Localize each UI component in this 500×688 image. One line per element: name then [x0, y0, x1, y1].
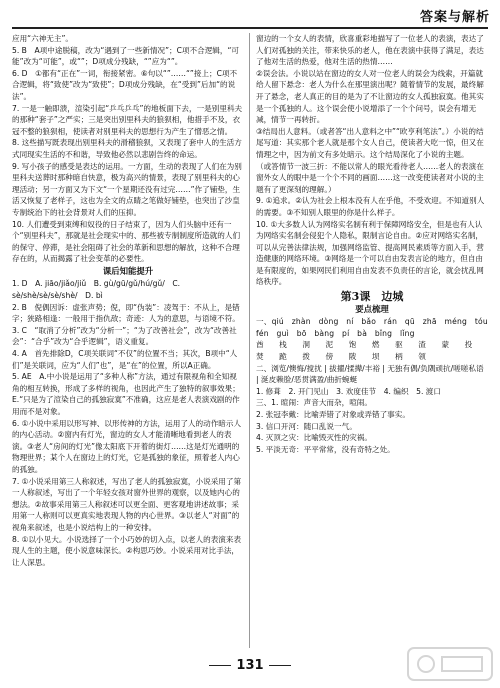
paragraph: 10. 人们遭受到束缚和奴役的日子结束了，因为人们头脑中还有一个“别里科夫”，那就是社会现实中的、那些被专制制度所造就的人们的保守、停滞，是社会阻碍了社会的革新和思想的解放，这种不合理存在的，从而揭露了社会变革的必要性。: [12, 219, 241, 264]
paragraph: 应用“六神无主”。: [12, 34, 74, 43]
paragraph: 5. AE A.中小说是运用了“多种人称”方法，通过有限视角和全知视角的相互转换，形成了多样的视角，也因此产生了独特的叙事效果；E.“只是为了渲染自己的孤独寂寞”不准确，这应是老人表演戏剧的作用而不是对象。: [12, 372, 240, 416]
paragraph: （或答情节一波三折：不能以常人的眼光看待老人……老人的表演在窗外女人的眼中是一个个不同的画面……这一改变使读者对小说的主题有了更深刻的理解。）: [256, 161, 484, 194]
paragraph: ③结局出人意料。（或者答“出人意料之中”“欧亨利笔法”。）小说的结尾写道：其实那个老人就是那个女人自己，使读者大吃一惊，但又在情理之中，因为前文有多处暗示。这个结局深化了小说的主题。: [256, 126, 484, 159]
watermark-logo: [406, 644, 494, 684]
paragraph: 7. ①小说采用第三人称叙述，写出了老人的孤独寂寞，小说采用了第一人称叙述，写出了一个年轻女孩对窗外世界的观察，以及她内心的想法。②故事采用第三人称叙述可以更全面、更客观地讲述故事；采用第一人称则可以更真实地表现人物的内心世界。③以老人“对面”的视角来叙述，也是小说结构上的一种安排。: [12, 476, 242, 532]
paragraph: 2. B 倪偶因诉：虚张声势；倪，即“伪装”：凌驾于：不从上，是错字；狭路相逢：一般用于指仇敌；奇迹：人为的意思，与语境不符。: [12, 302, 240, 324]
header-title: 答案与解析: [419, 10, 490, 25]
paragraph: 10. ①大多数人认为网络实名制有利于保障网络安全，但是也有人认为网络实名制会侵犯个人隐私，限制言论自由。②应对网络实名制，可以从完善法律法规，加强网络监管、提高网民素质等方面入手，营造健康的网络环境。③网络是一个可以自由发表言论的地方，但自由是有限度的，如果网民们利用自由发表不负责任的言论，就会扰乱网络秩序。: [256, 219, 484, 287]
right-column: [256, 33, 496, 651]
paragraph: 三、1. 暄闹：声音大而杂，喧闹。: [256, 398, 372, 408]
paragraph: 5. B A项中途脱稿，改为“遇到了一些新情况”；C项不合逻辑，“可能”改为“可能”，或“”；D项成分残缺，“”应为“”。: [12, 45, 240, 67]
paragraph: 2. 张冠李戴：比喻弄错了对象或弄错了事实。: [256, 410, 410, 419]
footer-dash: [209, 665, 231, 666]
footer-dash: [269, 665, 291, 666]
paragraph: 9. ①追求。②认为社会上根本没有人在乎他，不受欢迎。不知道别人的需要。③不知别人眼里的你是什么样子。: [256, 196, 485, 217]
paragraph: 7. 一是一触即溃，渲染引起“乒乓乒乓”的地板面下去，一是别里科夫的那种“套子”之严实；三是突出别里科夫的狼狈相，他措手不及，衣冠不整的狼狈相，使读者对别里科夫的思想行为产生了憎恶之情。: [12, 103, 243, 136]
pinyin-row: 一、qiú zhàn dòng ní bǎo rán qū zhā méng tóu fén guì bō bàng pí bà bǐng lǐng: [256, 317, 496, 338]
paragraph: 8. ①以小见大。小说选择了一个小巧妙的切入点，以老人的表演来表现人生的主题，使小说意味深长。②构思巧妙。小说采用对比手法，让人深思。: [12, 534, 242, 567]
paragraph: 6. ①小说中采用以形写神、以形传神的方法，运用了人的动作暗示人的内心活动。②窗内有灯光，窗边的女人才能清晰地看到老人的表演。③老人“房间的灯光”像太阳底下开着的街灯……这是灯光通明的物理世界；某个人在窗边上的灯光，它是孤独的象征，照着老人内心的孤独。: [12, 418, 242, 474]
left-column: [12, 33, 244, 651]
header-rule: [12, 27, 488, 29]
section-heading: 要点梳理: [355, 303, 389, 314]
paragraph: 6. D ①都有“正在”一词，衔接紧密。⑥句以“”……“”接上；C项不合逻辑，将“致使”改为“致使”；D项成分残缺，在“受到”后加“的说法”。: [12, 68, 238, 101]
section-heading: 课后知能提升: [102, 265, 154, 276]
paragraph: 1. 修葺 2. 开门见山 3. 欢度佳节 4. 编织 5. 渡口: [256, 386, 441, 396]
paragraph: 3. 信口开河：随口乱说一气。: [256, 421, 357, 431]
lesson-title: 第3课 边城: [340, 290, 404, 304]
paragraph: 8. 这些描写既表现出别里科夫的滑稽狼狈，又表现了套中人的生活方式同现实生活的不和谐，导致他必然以悲剧告终的命运。: [12, 138, 242, 159]
paragraph: 窗边的一个女人的表情，欣喜重彩地描写了一位老人的表演，表达了人们对孤独的关注，带来快乐的老人，他在表演中获得了满足，表达了他对生活的热爱，他对生活的热情……: [256, 34, 484, 67]
paragraph: 4. A 首先排除D，C项关联词“不仅”的位置不当；其次，B项中“人们”是关联词，应为“人们”也”，是“在”的位置，所以A正确。: [12, 349, 238, 370]
page-number: 131: [236, 658, 264, 673]
paragraph: 1. D A. jiāo/jiǎo/jiǔ B. gù/gū/gǔ/hú/gǔ/ C. sè/shè/sè/sè/shè/ D. bì: [12, 279, 181, 301]
paragraph: ②误会法。小说以站在窗边的女人对一位老人的误会为线索，开篇就给人留下悬念：老人为什么在那里演出呢？随着情节的发展，最终解开了悬念，老人真正的目的是为了不让窗边的女人孤独寂寞。他其实是一个孤独的人。这个误会使小说增添了一个个问号，误会有增无减，情节一再转折。: [256, 68, 484, 125]
paragraph: 5. 平淡无奇：平平常常，没有奇特之处。: [256, 444, 395, 454]
page-header: [0, 0, 500, 28]
hanzi-row: 酋 栈 洞 泥 饱 燃 驱 渣 蒙 投 焚 跪 拨 傍 陂 坝 柄 领: [256, 340, 488, 362]
paragraph: 9. 写小孩子的感受是表达的运用。一方面，生动的表现了人们在为别里科夫送葬时那种暗自快意，极为高兴的情景，表现了别里科夫的心理活动；另一方面又为下文“一个星期还没有过完……”作了铺垫，生活又恢复了老样子，这也为全文的点睛之笔做好铺垫，也突出了沙皇专制统治下的社会背景对人们的压抑。: [12, 161, 242, 217]
word-groups: 二、浏览/懊悔/搅扰 | 拔擢/揉撵/丰裕 | 无独有偶/负隅顽抗/嗟嗟私语 | 涎皮赖脸/恶贯满盈/曲折蜿蜒: [256, 363, 484, 385]
paragraph: 3. C “取消了分析”改为“分析一”；“为了改善社会”，改为“改善社会”：“合乎”改为“合乎逻辑”，语义重复。: [12, 325, 237, 347]
paragraph: 4. 灭顶之灾：比喻毁灭性的灾祸。: [256, 433, 372, 443]
column-divider: [249, 33, 250, 648]
